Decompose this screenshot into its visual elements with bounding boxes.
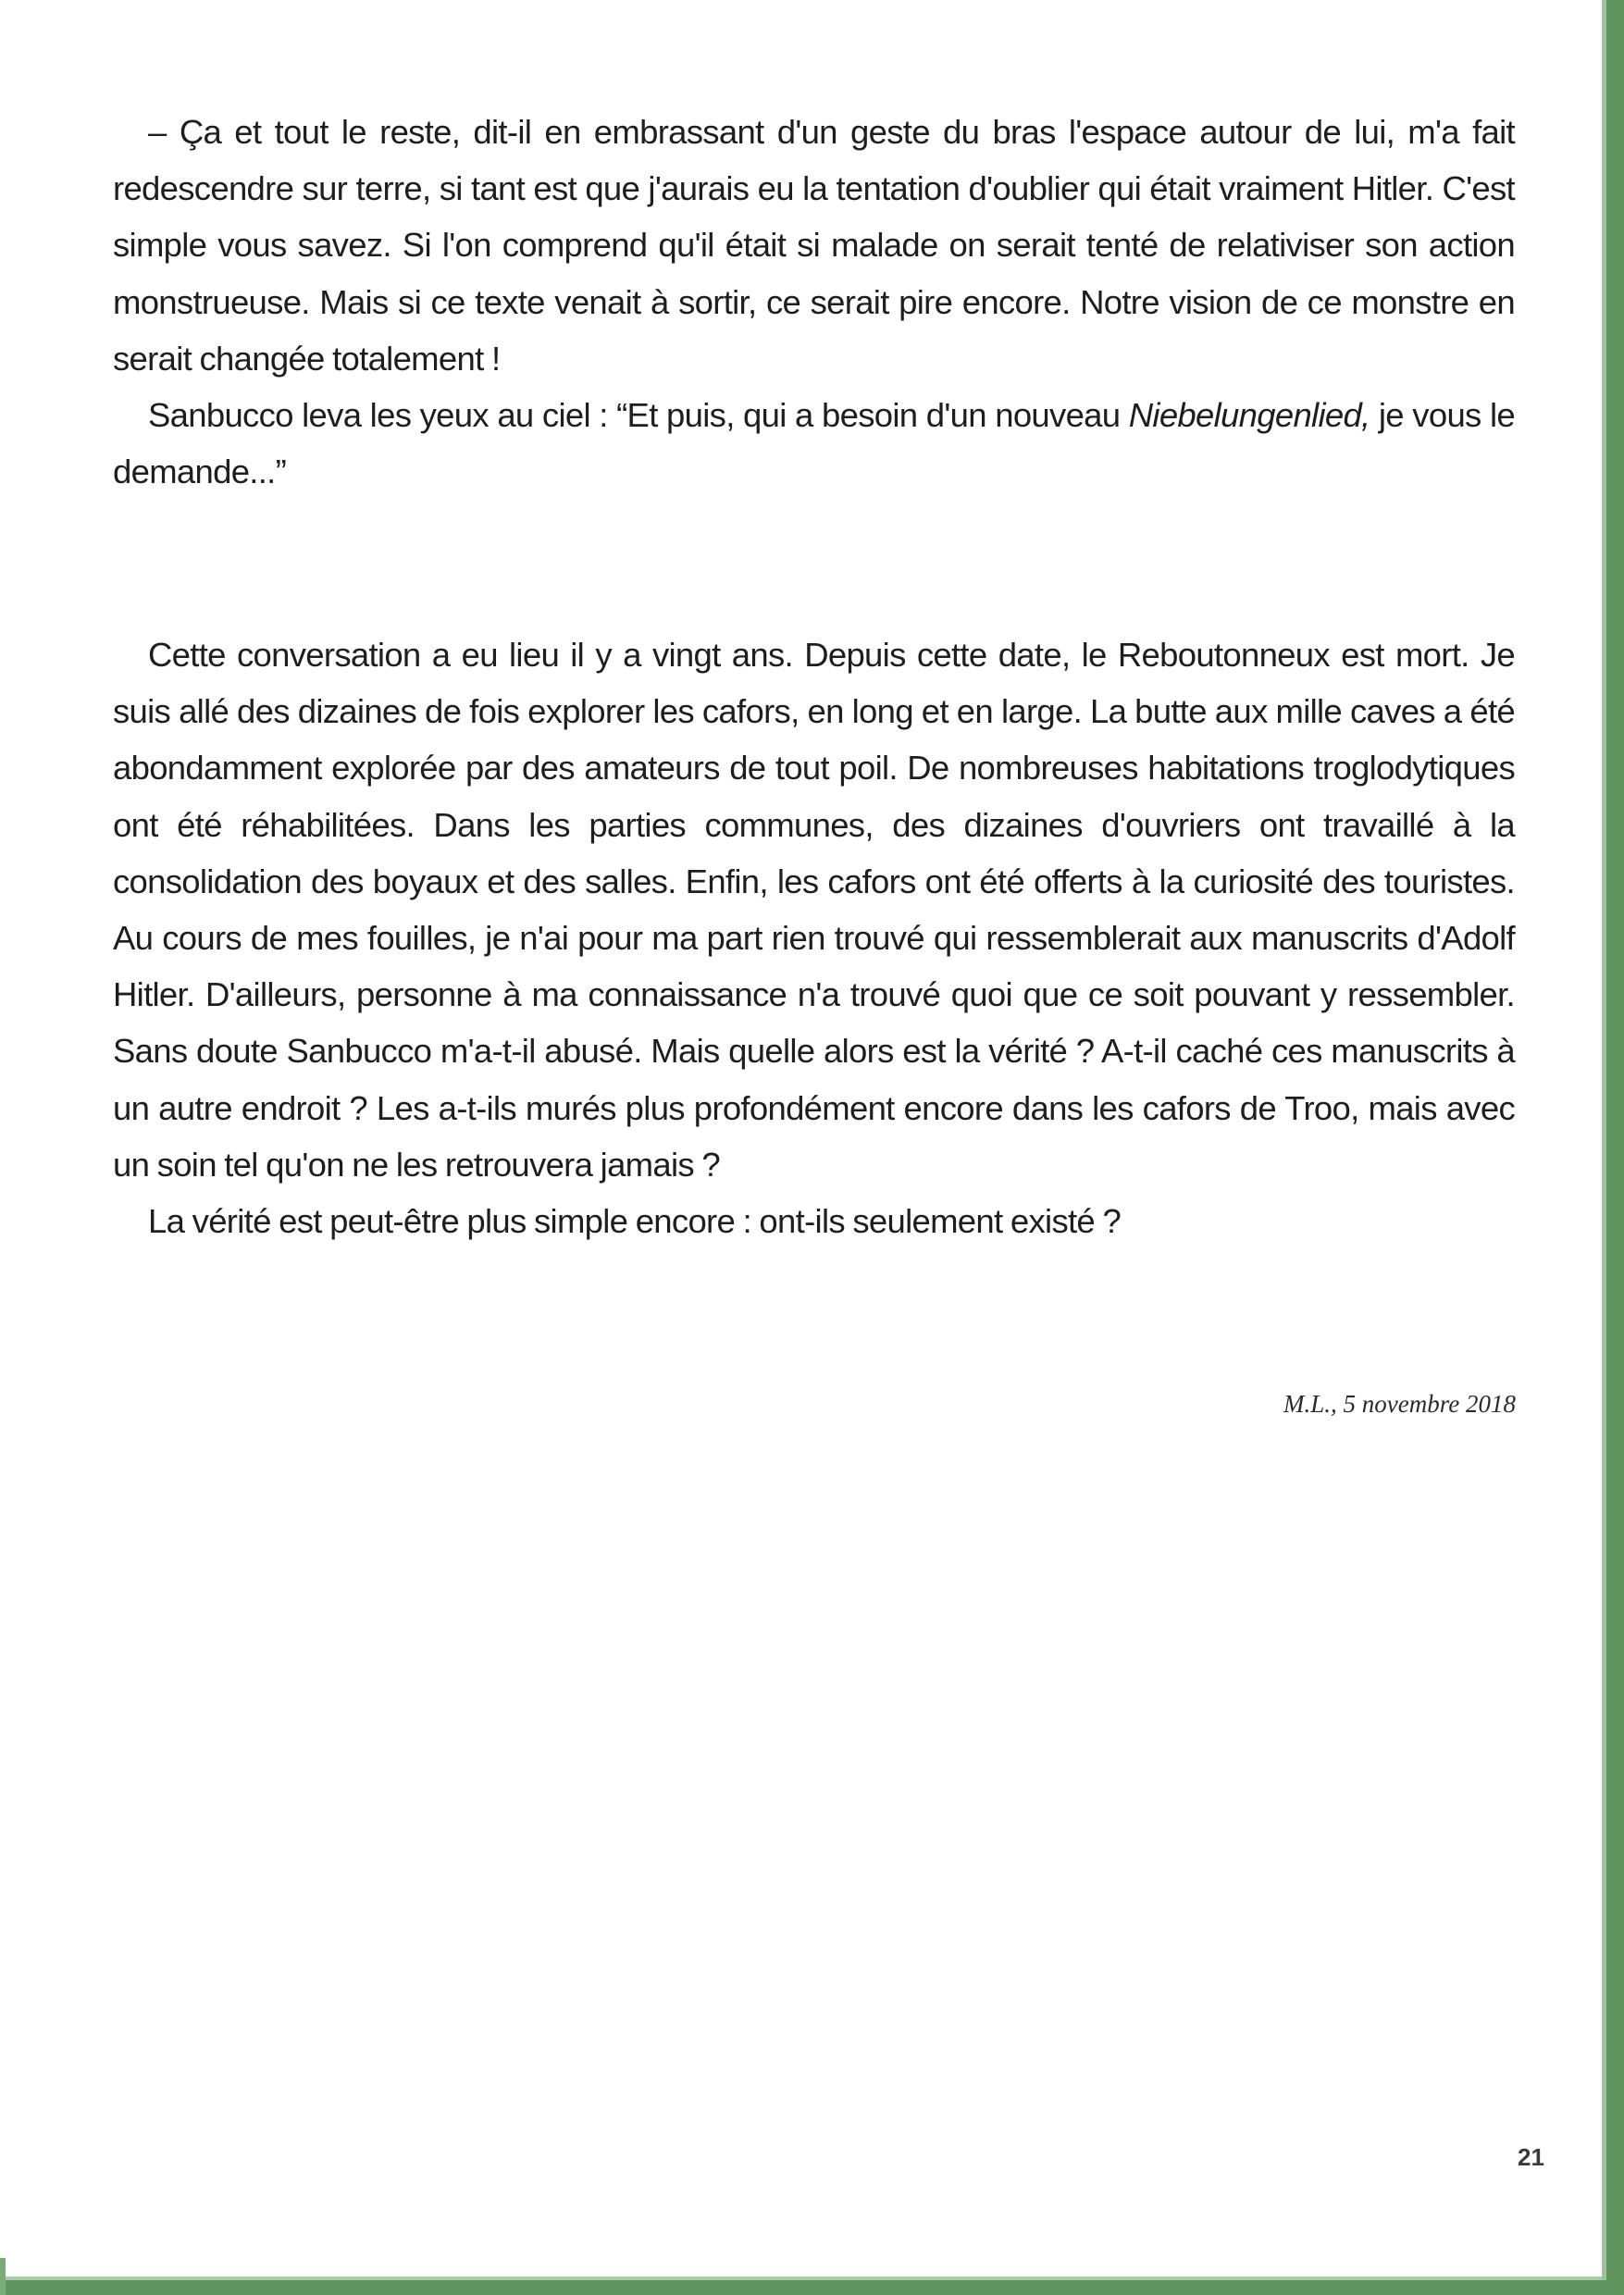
paragraph-closing-question: La vérité est peut-être plus simple encore : ont-ils seulement existé ? <box>148 1202 1122 1241</box>
paragraph-sanbucco-text-after: je vous le demande...” <box>113 396 1515 491</box>
page-number: 21 <box>1518 2143 1544 2171</box>
paragraph-epilogue: Cette conversation a eu lieu il y a vingt ans. Depuis cette date, le Reboutonneux est mort. Je suis allé des dizaines de fois explorer les cafors, en long et en large. La butte aux mille caves a été abondamment explorée par des amateurs de tout poil. De nombreuses habitations troglodytiques ont été réhabilitées. Dans les parties communes, des dizaines d'ouvriers ont travaillé à la consolidation des boyaux et des salles. Enfin, les cafors ont été offerts à la curiosité des touristes. Au cours de mes fouilles, je n'ai pour ma part rien trouvé qui ressemblerait aux manuscrits d'Adolf Hitler. D'ailleurs, personne à ma connaissance n'a trouvé quoi que ce soit pouvant y ressembler. Sans doute Sanbucco m'a-t-il abusé. Mais quelle alors est la vérité ? A-t-il caché ces manuscrits à un autre endroit ? Les a-t-ils murés plus profondément encore dans les cafors de Troo, mais avec un soin tel qu'on ne les retrouvera jamais ? <box>113 636 1515 1184</box>
frame-border-right <box>1606 0 1624 2295</box>
text-block-epilogue <box>113 626 1515 1249</box>
paragraph-sanbucco-italic-title: Niebelungenlied, <box>1128 396 1370 435</box>
author-signature-date: M.L., 5 novembre 2018 <box>1283 1390 1516 1418</box>
paragraph-dialogue-hitler: – Ça et tout le reste, dit-il en embrassant d'un geste du bras l'espace autour de lui, m'a fait redescendre sur terre, si tant est que j'aurais eu la tentation d'oublier qui était vraiment Hitler. C'est simple vous savez. Si l'on comprend qu'il était si malade on serait tenté de relativiser son action monstrueuse. Mais si ce texte venait à sortir, ce serait pire encore. Notre vision de ce monstre en serait changée totalement ! <box>113 113 1515 378</box>
text-block-dialogue <box>113 104 1515 500</box>
paragraph-sanbucco-reply <box>113 387 1515 500</box>
frame-border-left-corner <box>0 2258 6 2295</box>
paragraph-sanbucco-text-before: Sanbucco leva les yeux au ciel : “Et puis, qui a besoin d'un nouveau <box>148 396 1129 435</box>
frame-border-bottom <box>0 2280 1624 2295</box>
